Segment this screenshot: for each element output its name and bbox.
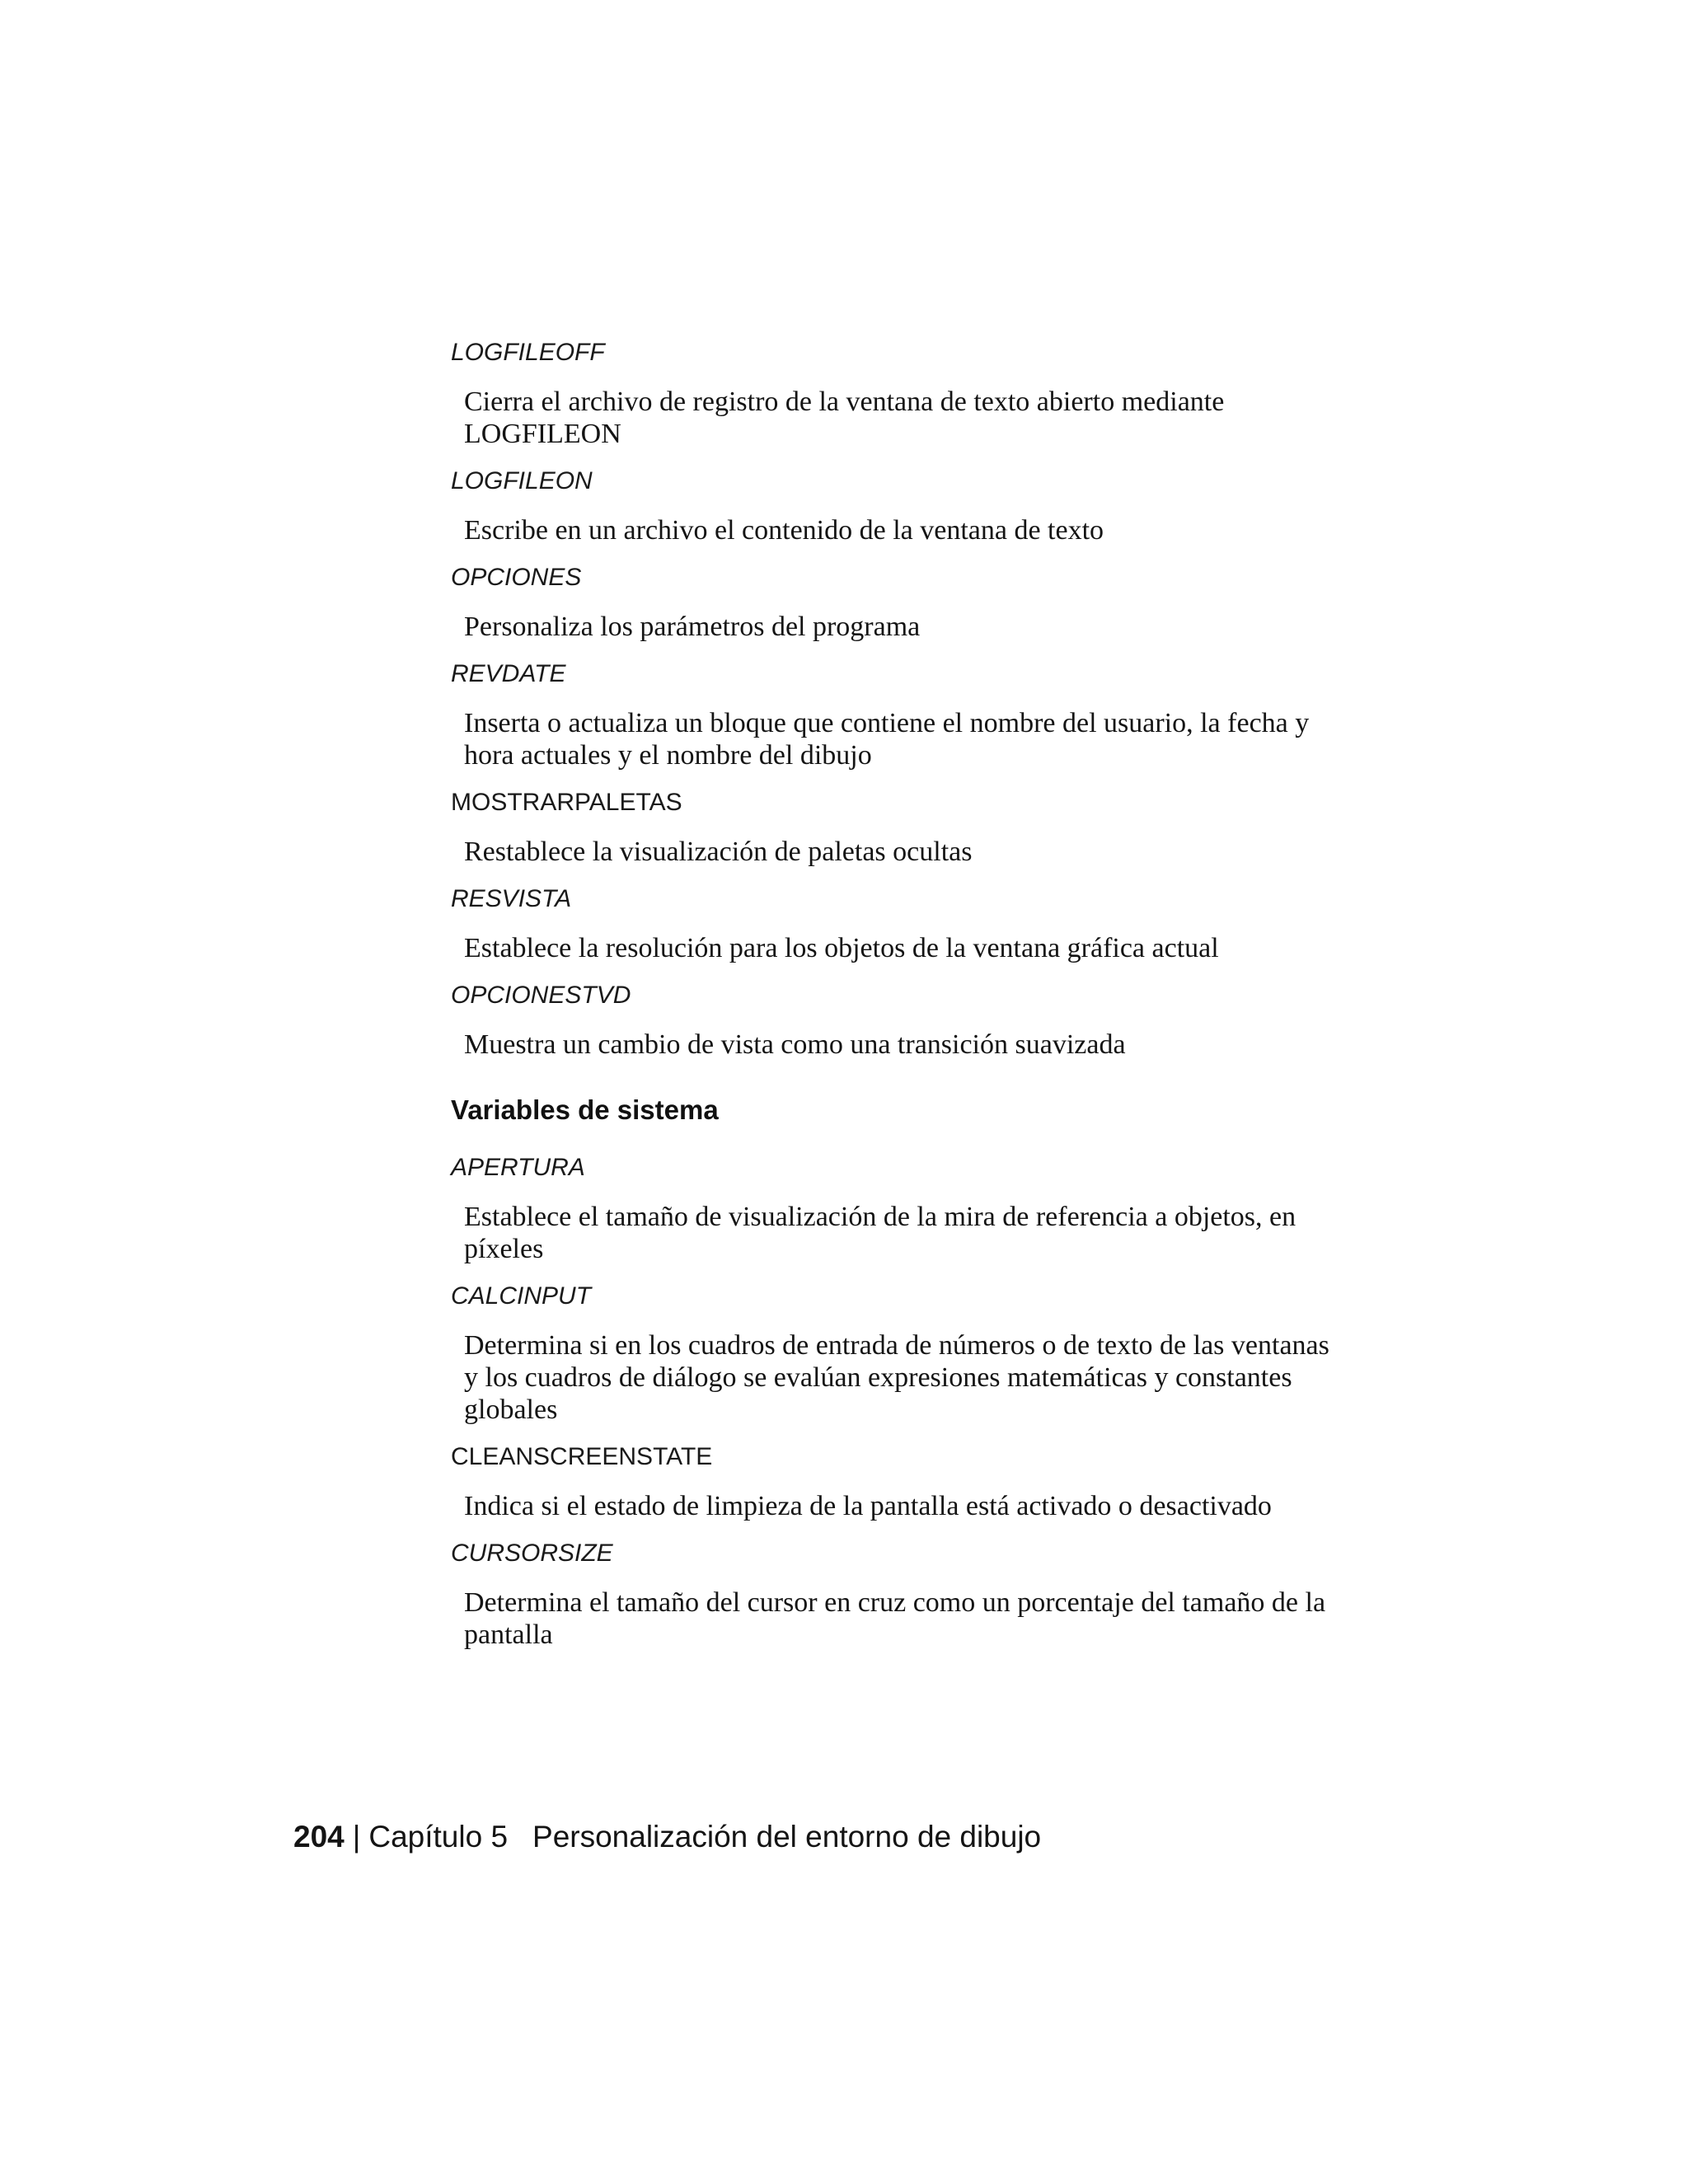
entry-description: Indica si el estado de limpieza de la pantalla está activado o desactivado: [464, 1491, 1272, 1521]
entry-description: Restablece la visualización de paletas ocultas: [464, 837, 973, 867]
entry-term: OPCIONESTVD: [451, 982, 631, 1009]
entry-term: CLEANSCREENSTATE: [451, 1443, 713, 1470]
entry-description: Establece el tamaño de visualización de la mira de referencia a objetos, en píxeles: [464, 1202, 1296, 1264]
variable-list: [451, 1151, 1341, 1651]
chapter-title: Personalización del entorno de dibujo: [532, 1820, 1042, 1854]
entry-term: APERTURA: [451, 1154, 585, 1181]
entry-term: MOSTRARPALETAS: [451, 789, 682, 816]
entry-term: CURSORSIZE: [451, 1540, 613, 1567]
entry-term: CALCINPUT: [451, 1282, 592, 1310]
section-heading: Variables de sistema: [451, 1094, 719, 1125]
entry-description: Determina el tamaño del cursor en cruz como un porcentaje del tamaño de la pantalla: [464, 1587, 1326, 1650]
command-list: [451, 336, 1341, 1061]
chapter-label: Capítulo 5: [368, 1820, 509, 1854]
entry-description: Establece la resolución para los objetos de la ventana gráfica actual: [464, 933, 1219, 963]
entry-term: LOGFILEOFF: [451, 339, 605, 366]
entry-term: RESVISTA: [451, 885, 572, 912]
entry-term: LOGFILEON: [451, 467, 593, 494]
entry-description: Cierra el archivo de registro de la ventana de texto abierto mediante LOGFILEON: [464, 387, 1225, 449]
page-number: 204: [293, 1820, 345, 1854]
footer-separator: |: [352, 1820, 361, 1854]
entry-description: Muestra un cambio de vista como una transición suavizada: [464, 1029, 1126, 1060]
entry-description: Personaliza los parámetros del programa: [464, 612, 921, 642]
entry-term: REVDATE: [451, 660, 566, 687]
page-footer: [293, 1817, 1041, 1857]
entry-description: Escribe en un archivo el contenido de la ventana de texto: [464, 515, 1104, 546]
entry-term: OPCIONES: [451, 564, 582, 591]
page-content: [451, 336, 1341, 1666]
entry-description: Inserta o actualiza un bloque que contiene el nombre del usuario, la fecha y hora actuales y el nombre del dibujo: [464, 708, 1310, 771]
entry-description: Determina si en los cuadros de entrada de números o de texto de las ventanas y los cuadros de diálogo se evalúan expresiones matemáticas y constantes globales: [464, 1330, 1329, 1425]
